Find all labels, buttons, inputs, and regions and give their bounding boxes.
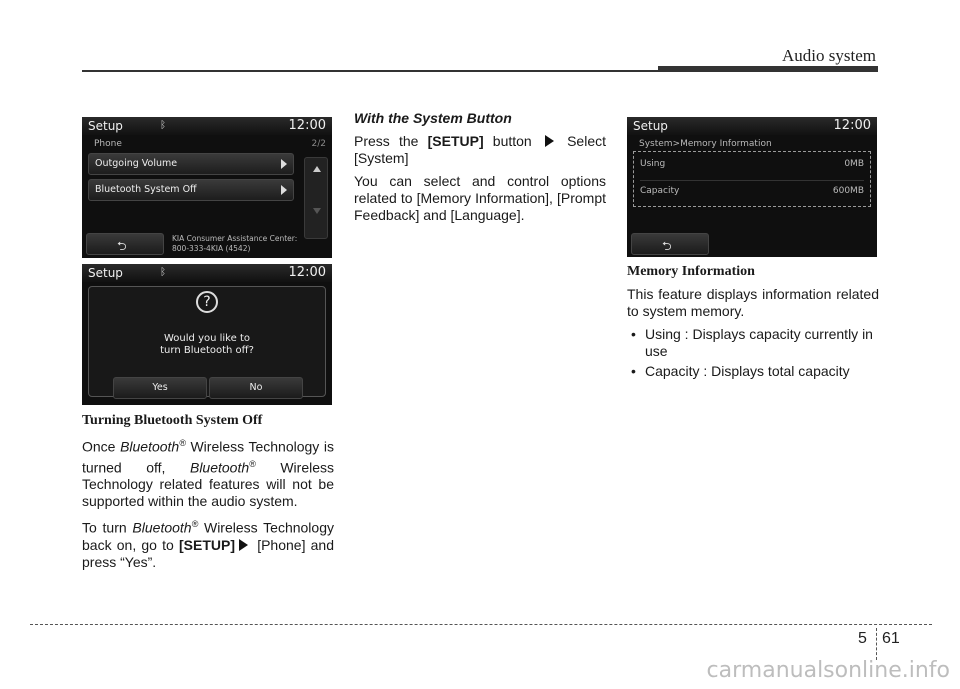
memory-row-label: Using	[640, 159, 666, 169]
memory-bullet-list	[627, 326, 879, 380]
text-run: Wireless Technology back on, go to	[82, 519, 334, 553]
text-run: Wireless Technology is turned off,	[82, 438, 334, 476]
question-icon: ?	[196, 291, 218, 313]
memory-row-value: 600MB	[832, 186, 864, 196]
right-text-column	[627, 263, 879, 383]
text-run: [Phone] and press “Yes”.	[82, 536, 334, 570]
screen-title: Setup	[88, 266, 123, 280]
no-button[interactable]: No	[209, 377, 303, 399]
screen-clock: 12:00	[288, 265, 326, 280]
screen-breadcrumb: System>Memory Information	[639, 139, 772, 149]
list-item: • Capacity : Displays total capacity	[627, 363, 879, 380]
scroll-up-icon[interactable]	[313, 166, 321, 172]
screen-title: Setup	[633, 119, 668, 133]
text-run: button	[483, 133, 541, 149]
section-number: 5	[858, 630, 867, 647]
screen-subheader: Phone	[94, 139, 122, 149]
text-run: Select [System]	[354, 133, 606, 166]
registered-mark: ®	[191, 519, 199, 530]
text-run: To turn	[82, 519, 133, 536]
footer-dashed-rule	[30, 624, 932, 625]
back-button[interactable]	[631, 233, 709, 255]
header-rule-thick	[658, 66, 878, 72]
memory-row-divider	[640, 180, 864, 181]
screen-clock: 12:00	[833, 118, 871, 133]
dialog-box	[88, 286, 326, 397]
list-item: • Using : Displays capacity currently in use	[627, 326, 879, 360]
registered-mark: ®	[249, 458, 256, 469]
memory-row-label: Capacity	[640, 186, 680, 196]
page-number-divider	[876, 628, 877, 660]
text-run: Once	[82, 438, 121, 455]
section-heading-system-button: With the System Button	[354, 110, 512, 126]
memory-info-box	[633, 151, 871, 207]
dialog-message-line-1: Would you like to	[164, 333, 250, 344]
back-arrow-icon: ⮌	[117, 239, 127, 253]
assistance-line-2: 800-333-4KIA (4542)	[172, 244, 251, 253]
back-arrow-icon: ⮌	[662, 239, 672, 253]
back-button[interactable]	[86, 233, 164, 255]
scroll-down-icon[interactable]	[313, 208, 321, 214]
menu-row-label: Bluetooth System Off	[95, 184, 197, 195]
section-heading-bluetooth-off: Turning Bluetooth System Off	[82, 413, 263, 428]
memory-row-using	[640, 155, 864, 173]
assistance-center-text	[172, 234, 297, 254]
bluetooth-icon: ᛒ	[160, 267, 166, 278]
page-header-title: Audio system	[782, 46, 876, 65]
text-run-bold: [SETUP]	[179, 536, 236, 553]
watermark: carmanualsonline.info	[706, 658, 950, 683]
text-run: Wireless Technology related features will not be supported within the audio system.	[82, 459, 335, 510]
paragraph-options: You can select and control options related to [Memory Information], [Prompt Feedback] and [Language].	[354, 173, 606, 223]
left-text-column	[82, 412, 334, 571]
text-run: Press the	[354, 133, 428, 149]
menu-row-outgoing-volume[interactable]	[88, 153, 294, 175]
header-rule	[82, 70, 658, 72]
memory-row-capacity	[640, 182, 864, 200]
paragraph-memory: This feature displays information related to system memory.	[627, 286, 879, 319]
text-run-bold: [SETUP]	[427, 133, 484, 149]
middle-text-column	[354, 110, 606, 224]
screen-clock: 12:00	[288, 118, 326, 133]
text-run-italic: Bluetooth	[189, 459, 250, 476]
chevron-right-icon	[281, 159, 287, 169]
scrollbar[interactable]	[304, 157, 328, 239]
paragraph-bluetooth-off	[82, 435, 334, 510]
menu-row-bluetooth-system-off[interactable]	[88, 179, 294, 201]
yes-button[interactable]: Yes	[113, 377, 207, 399]
registered-mark: ®	[179, 438, 186, 448]
text-run-italic: Bluetooth	[120, 438, 180, 455]
screen-page-indicator: 2/2	[311, 139, 326, 149]
menu-row-label: Outgoing Volume	[95, 158, 178, 169]
triangle-right-icon	[545, 135, 554, 147]
chevron-right-icon	[281, 185, 287, 195]
screen-memory-information	[627, 117, 877, 257]
bluetooth-icon: ᛒ	[160, 120, 166, 131]
screen-bluetooth-off-dialog	[82, 264, 332, 405]
page-number: 61	[882, 630, 900, 647]
paragraph-bluetooth-on	[82, 516, 334, 571]
text-run-italic: Bluetooth	[132, 519, 192, 536]
triangle-right-icon	[239, 539, 248, 551]
screen-phone-setup	[82, 117, 332, 258]
memory-row-value: 0MB	[844, 159, 864, 169]
dialog-message-line-2: turn Bluetooth off?	[160, 345, 254, 356]
screen-title: Setup	[88, 119, 123, 133]
paragraph-press-setup	[354, 133, 606, 167]
assistance-line-1: KIA Consumer Assistance Center:	[172, 234, 298, 243]
section-heading-memory: Memory Information	[627, 264, 755, 279]
dialog-message	[89, 333, 325, 357]
